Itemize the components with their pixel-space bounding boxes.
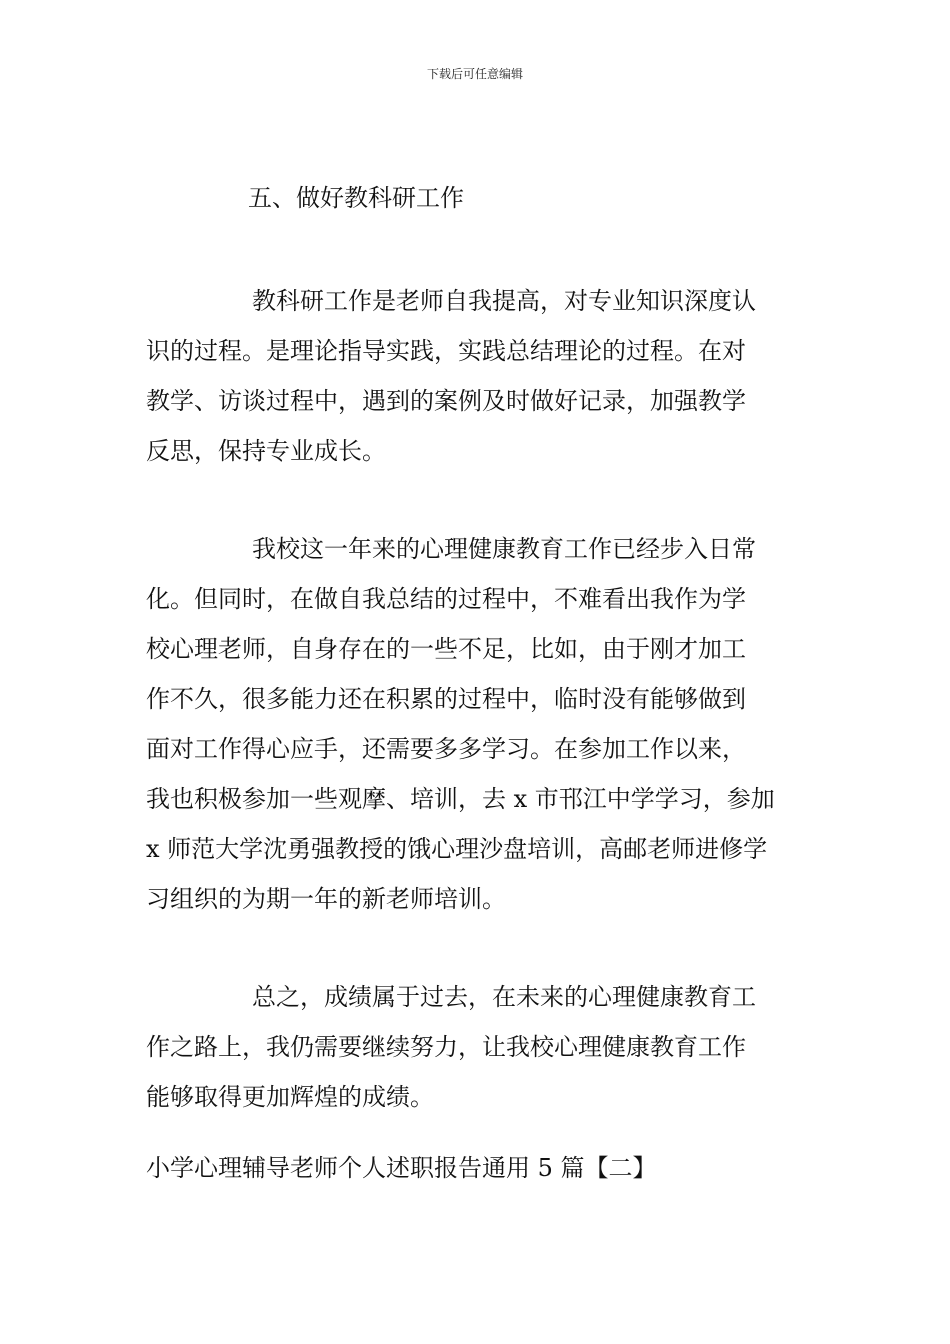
- paragraph-line: 习组织的为期一年的新老师培训。: [146, 885, 506, 913]
- paragraph-line: 教学、访谈过程中，遇到的案例及时做好记录，加强教学: [146, 387, 746, 415]
- paragraph-line: 化。但同时，在做自我总结的过程中，不难看出我作为学: [146, 585, 746, 613]
- paragraph-line: 面对工作得心应手，还需要多多学习。在参加工作以来，: [146, 735, 746, 763]
- next-article-title: 小学心理辅导老师个人述职报告通用 5 篇【二】: [146, 1154, 657, 1182]
- paragraph-line: x 师范大学沈勇强教授的饿心理沙盘培训，高邮老师进修学: [146, 835, 768, 863]
- paragraph-self-summary: [146, 524, 816, 924]
- paragraph-conclusion: [146, 972, 816, 1122]
- paragraph-research: [146, 276, 816, 476]
- page-header-note: 下载后可任意编辑: [426, 67, 523, 81]
- paragraph-line: 我校这一年来的心理健康教育工作已经步入日常: [252, 535, 756, 563]
- section-heading: 五、做好教科研工作: [248, 184, 464, 212]
- paragraph-line: 反思，保持专业成长。: [146, 437, 386, 465]
- paragraph-line: 识的过程。是理论指导实践，实践总结理论的过程。在对: [146, 337, 746, 365]
- paragraph-line: 作不久，很多能力还在积累的过程中，临时没有能够做到: [146, 685, 746, 713]
- paragraph-line: 教科研工作是老师自我提高，对专业知识深度认: [252, 287, 756, 315]
- paragraph-line: 我也积极参加一些观摩、培训，去 x 市邗江中学学习，参加: [146, 785, 775, 813]
- paragraph-line: 作之路上，我仍需要继续努力，让我校心理健康教育工作: [146, 1033, 746, 1061]
- paragraph-line: 校心理老师，自身存在的一些不足，比如，由于刚才加工: [146, 635, 746, 663]
- paragraph-line: 总之，成绩属于过去，在未来的心理健康教育工: [252, 983, 756, 1011]
- paragraph-line: 能够取得更加辉煌的成绩。: [146, 1083, 434, 1111]
